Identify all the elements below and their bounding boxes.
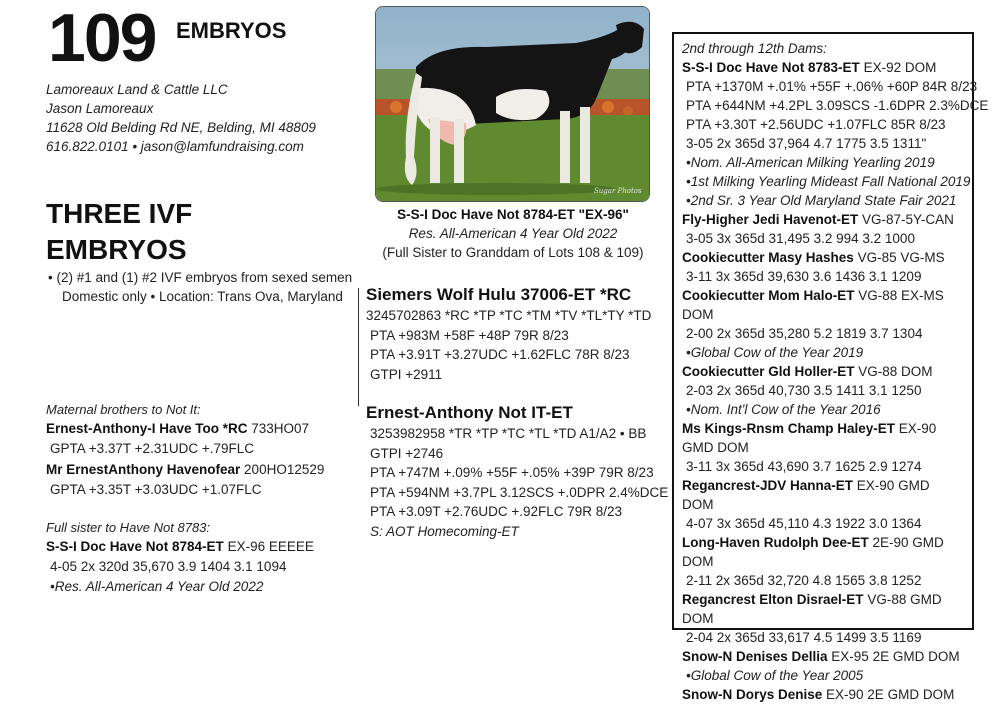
photo-caption [372,205,654,262]
cow-illustration [376,7,649,201]
dam-name: Fly-Higher Jedi Havenot-ET [682,212,859,227]
sire-stat: 3245702863 *RC *TP *TC *TM *TV *TL*TY *TD [366,308,652,323]
consignor-farm: Lamoreaux Land & Cattle LLC [46,82,228,97]
dam-name: Long-Haven Rudolph Dee-ET [682,535,869,550]
dam-stat: 3253982958 *TR *TP *TC *TL *TD A1/A2 • BB [370,426,647,441]
dam-name: Regancrest-JDV Hanna-ET [682,478,854,493]
dam-entry-name [682,210,964,229]
dam-classification: 2E-90 GMD DOM [682,535,944,569]
brother-code: 733HO07 [247,421,310,436]
brother-name: Ernest-Anthony-I Have Too *RC [46,421,248,436]
full-sister-header: Full sister to Have Not 8783: [46,520,211,535]
dam-entry-name [682,685,964,704]
ancestral-dams-box [672,32,989,702]
sister-class: EX-96 EEEEE [223,539,314,554]
dam-classification: VG-85 VG-MS [853,250,945,265]
full-sister-name-line [46,536,314,557]
dam-entry-name [682,58,964,77]
offer-title-line: EMBRYOS [46,234,187,265]
dam-entry-name [682,286,964,324]
brother-name: Mr ErnestAnthony Havenofear [46,462,241,477]
brother-code: 200HO12529 [240,462,325,477]
maternal-brother [46,418,324,439]
ancestral-dams-list [682,58,989,704]
dam-record: PTA +644NM +4.2PL 3.09SCS -1.6DPR 2.3%DCE [686,98,989,113]
brother-stat: GPTA +3.37T +2.31UDC +.79FLC [50,441,254,456]
dam-record: 3-11 3x 365d 43,690 3.7 1625 2.9 1274 [686,459,922,474]
dam-name: Cookiecutter Masy Hashes [682,250,854,265]
caption-name: S-S-I Doc Have Not 8784-ET "EX-96" [397,207,629,222]
dam-name: Snow-N Dorys Denise [682,687,823,702]
dam-record: PTA +1370M +.01% +55F +.06% +60P 84R 8/23 [686,79,978,94]
maternal-brothers-header: Maternal brothers to Not It: [46,402,201,417]
dam-award-note: •Nom. All-American Milking Yearling 2019 [686,155,935,170]
caption-award: Res. All-American 4 Year Old 2022 [408,226,618,241]
dam-record: 3-11 3x 365d 39,630 3.6 1436 3.1 1209 [686,269,922,284]
dam-classification: VG-88 EX-MS DOM [682,288,944,322]
dam-entry-name [682,248,964,267]
dam-name: Ernest-Anthony Not IT-ET [366,403,573,422]
photo-signature: Sugar Photos [594,187,642,195]
dam-record: 3-05 3x 365d 31,495 3.2 994 3.2 1000 [686,231,915,246]
dam-entry-name [682,419,964,457]
dam-entry-name [682,362,964,381]
cow-photo [375,6,650,202]
dam-record: 2-00 2x 365d 35,280 5.2 1819 3.7 1304 [686,326,923,341]
dam-section [366,402,668,541]
offer-title [46,196,192,268]
dam-name: Snow-N Denises Dellia [682,649,828,664]
sister-note: •Res. All-American 4 Year Old 2022 [50,579,264,594]
dam-name: Cookiecutter Gld Holler-ET [682,364,855,379]
dam-classification: VG-88 DOM [854,364,933,379]
offer-detail-line: Domestic only • Location: Trans Ova, Maryland [62,289,343,304]
sire-stat: PTA +983M +58F +48P 79R 8/23 [370,327,569,343]
lot-label: EMBRYOS [176,18,287,43]
dam-record: 3-05 2x 365d 37,964 4.7 1775 3.5 1311" [686,136,927,151]
sire-stat: GTPI +2911 [370,366,443,382]
dam-record: 4-07 3x 365d 45,110 4.3 1922 3.0 1364 [686,516,922,531]
dam-classification: VG-87-5Y-CAN [858,212,954,227]
dam-entry-name [682,647,964,666]
dam-award-note: •Global Cow of the Year 2019 [686,345,864,360]
dam-record: PTA +3.30T +2.56UDC +1.07FLC 85R 8/23 [686,117,946,132]
consignor-address: 11628 Old Belding Rd NE, Belding, MI 48809 [46,120,316,135]
dam-name: Cookiecutter Mom Halo-ET [682,288,855,303]
dam-name: Regancrest Elton Disrael-ET [682,592,864,607]
dam-stat: PTA +3.09T +2.76UDC +.92FLC 79R 8/23 [370,504,623,519]
offer-details [48,268,352,306]
dam-classification: EX-95 2E GMD DOM [827,649,960,664]
dam-award-note: •Global Cow of the Year 2005 [686,668,864,683]
sister-name: S-S-I Doc Have Not 8784-ET [46,539,224,554]
caption-relation: (Full Sister to Granddam of Lots 108 & 109) [382,245,644,260]
dam-classification: EX-90 GMD DOM [682,478,930,512]
dam-record: 2-11 2x 365d 32,720 4.8 1565 3.8 1252 [686,573,922,588]
sister-stat: 4-05 2x 320d 35,670 3.9 1404 3.1 1094 [50,559,287,574]
dam-classification: VG-88 GMD DOM [682,592,942,626]
dam-stat: PTA +594NM +3.7PL 3.12SCS +.0DPR 2.4%DCE [370,484,669,500]
consignor-contact [46,80,316,156]
full-sister-section [46,520,314,597]
ancestral-dams-header: 2nd through 12th Dams: [682,41,827,56]
pedigree-bracket [358,288,359,406]
dam-award-note: •1st Milking Yearling Mideast Fall National 2019 [686,174,971,189]
lot-number: 109 [48,0,156,76]
dam-entry-name [682,533,964,571]
dam-name: S-S-I Doc Have Not 8783-ET [682,60,860,75]
dam-name: Ms Kings-Rnsm Champ Haley-ET [682,421,896,436]
maternal-brother [46,459,324,480]
dam-entry-name [682,476,964,514]
offer-title-line: THREE IVF [46,198,193,229]
maternal-brothers-section [46,402,324,500]
offer-detail-line: • (2) #1 and (1) #2 IVF embryos from sexed semen [48,270,353,285]
dam-classification: EX-92 DOM [859,60,937,75]
dam-classification: EX-90 2E GMD DOM [822,687,955,702]
brother-stat: GPTA +3.35T +3.03UDC +1.07FLC [50,482,262,497]
dam-sire-note: S: AOT Homecoming-ET [370,523,519,539]
dam-record: 2-03 2x 365d 40,730 3.5 1411 3.1 1250 [686,383,922,398]
dam-award-note: •Nom. Int'l Cow of the Year 2016 [686,402,881,417]
consignor-phone-email: 616.822.0101 • jason@lamfundraising.com [46,139,304,154]
dam-classification: EX-90 GMD DOM [682,421,937,455]
dam-record: 2-04 2x 365d 33,617 4.5 1499 3.5 1169 [686,630,922,645]
consignor-person: Jason Lamoreaux [46,101,154,116]
sire-name: Siemers Wolf Hulu 37006-ET *RC [366,285,632,304]
dam-entry-name [682,590,964,628]
sire-section [366,284,651,384]
sire-stat: PTA +3.91T +3.27UDC +1.62FLC 78R 8/23 [370,347,630,362]
dam-stat: PTA +747M +.09% +55F +.05% +39P 79R 8/23 [370,465,654,480]
dam-award-note: •2nd Sr. 3 Year Old Maryland State Fair 2021 [686,193,957,208]
dam-stat: GTPI +2746 [370,445,444,461]
